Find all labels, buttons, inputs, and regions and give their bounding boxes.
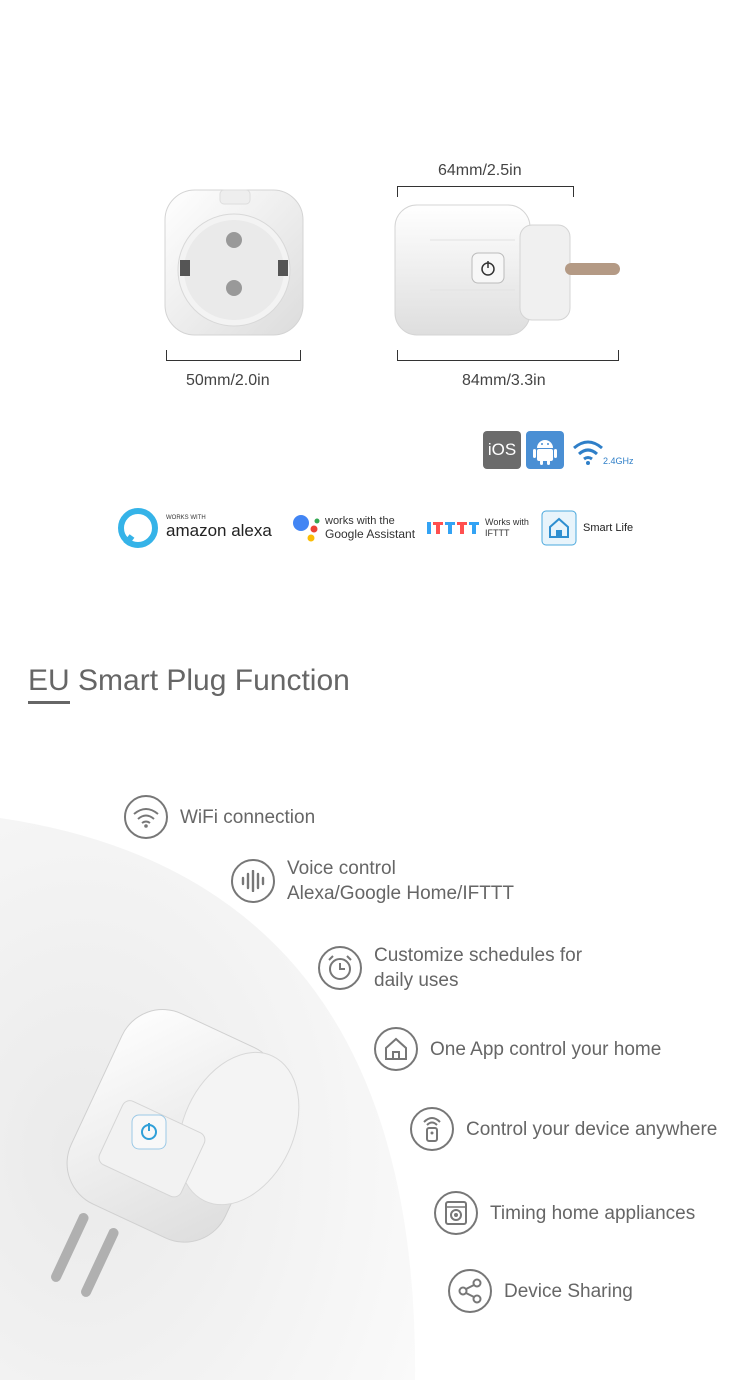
feature-text: One App control your home: [430, 1038, 662, 1060]
feature-text: Customize schedules for: [374, 945, 583, 966]
plug-side-image: [390, 200, 625, 340]
feature-text: WiFi connection: [180, 806, 316, 828]
voice-icon: [231, 859, 275, 903]
plug-large-image: [40, 1000, 350, 1310]
android-icon: [526, 431, 564, 469]
feature-text: Voice control: [287, 858, 396, 879]
title-eu: EU: [28, 664, 70, 704]
ifttt-line2: IFTTT: [485, 527, 510, 538]
alexa-text: amazon alexa: [166, 520, 272, 540]
feature-schedule: [318, 943, 582, 993]
wifi-icon: [124, 795, 168, 839]
wifi-band-label: 2.4GHz: [603, 456, 634, 466]
feature-voice: [231, 856, 514, 906]
ifttt-line1: Works with: [485, 516, 529, 527]
alexa-logo: [116, 505, 272, 550]
washer-icon: [434, 1191, 478, 1235]
alexa-icon: [116, 506, 160, 550]
google-assistant-logo: [292, 505, 415, 550]
google-assistant-icon: [292, 512, 322, 544]
home-icon: [374, 1027, 418, 1071]
feature-remote-control: [410, 1107, 717, 1151]
feature-sharing: [448, 1269, 633, 1313]
section-title: [28, 664, 350, 698]
feature-wifi: [124, 795, 315, 839]
wifi-icon: [570, 436, 606, 466]
smart-life-icon: [541, 510, 577, 546]
side-dimension-label: 84mm/3.3in: [462, 372, 546, 389]
feature-text: Control your device anywhere: [466, 1118, 718, 1140]
plug-front-image: [160, 185, 310, 340]
side-dimension-line: [397, 350, 619, 361]
clock-icon: [318, 946, 362, 990]
smart-life-logo: [541, 505, 633, 550]
feature-timing: [434, 1191, 695, 1235]
feature-text: Device Sharing: [504, 1280, 633, 1302]
front-dimension-label: 50mm/2.0in: [186, 372, 270, 389]
google-line1: works with the: [325, 514, 395, 527]
ifttt-icon: [427, 521, 479, 535]
feature-text: Timing home appliances: [490, 1202, 696, 1224]
smart-life-text: Smart Life: [583, 521, 634, 534]
remote-icon: [410, 1107, 454, 1151]
feature-subtext: Alexa/Google Home/IFTTT: [287, 883, 515, 904]
front-dimension-line: [166, 350, 301, 361]
ios-label: iOS: [487, 440, 517, 459]
width-dimension-line: [397, 186, 574, 197]
title-rest: Smart Plug Function: [69, 664, 350, 697]
width-dimension-label: 64mm/2.5in: [438, 162, 522, 179]
feature-subtext: daily uses: [374, 970, 459, 991]
feature-app-control: [374, 1027, 661, 1071]
google-line2: Google Assistant: [325, 526, 416, 541]
ifttt-logo: [427, 505, 529, 550]
alexa-small-text: WORKS WITH: [166, 514, 206, 521]
share-icon: [448, 1269, 492, 1313]
ios-icon: [483, 431, 521, 469]
